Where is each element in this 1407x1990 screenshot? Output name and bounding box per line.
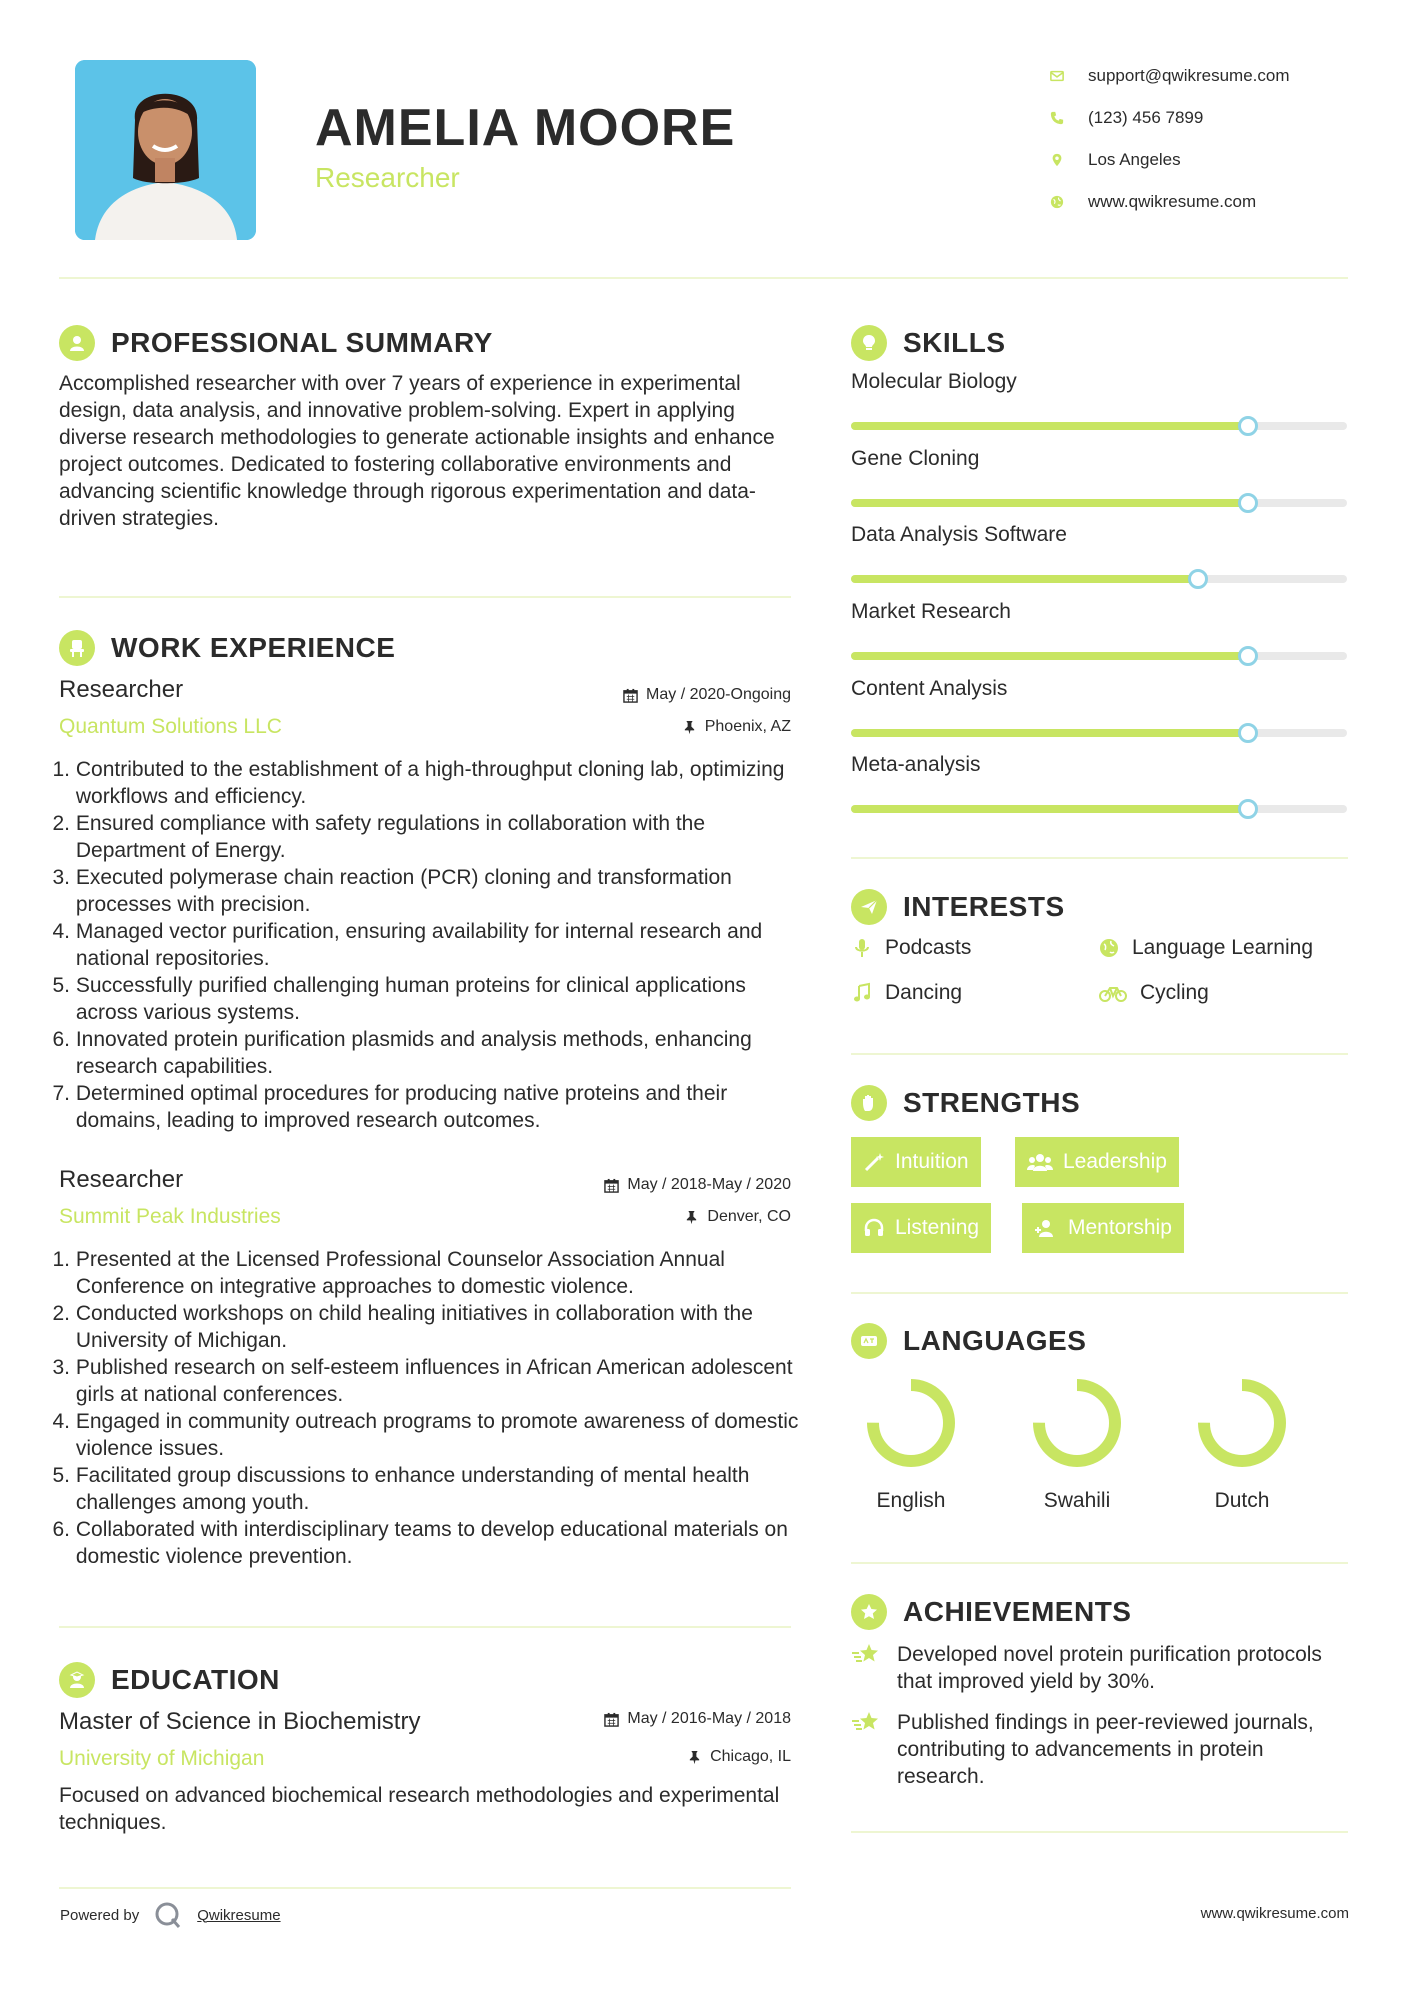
contact-email[interactable] <box>1050 55 1370 97</box>
qwikresume-logo-icon <box>153 1900 183 1930</box>
footer-divider <box>59 1887 791 1889</box>
job-1-title: Researcher <box>59 676 184 703</box>
job-2-title: Researcher <box>59 1166 184 1193</box>
languages-header <box>851 1323 1086 1359</box>
education-degree: Master of Science in Biochemistry <box>59 1708 421 1735</box>
skill-fill <box>851 422 1248 430</box>
achievement-text: Published findings in peer-reviewed journals, contributing to advancements in protein research. <box>897 1711 1314 1788</box>
list-item: 7. Determined optimal procedures for producing native proteins and their domains, leading to improved research outcomes. <box>52 1082 728 1132</box>
skill-track <box>851 575 1347 583</box>
bicycle-icon <box>1098 982 1128 1004</box>
star-speed-icon <box>851 1709 883 1737</box>
language-icon <box>851 1323 887 1359</box>
contact-location <box>1050 139 1370 181</box>
summary-divider <box>59 596 791 598</box>
language-label: Swahili <box>1043 1489 1111 1512</box>
work-divider <box>59 1626 791 1628</box>
skill-item <box>851 447 1347 475</box>
pushpin-icon <box>684 1210 699 1225</box>
skill-knob[interactable] <box>1238 416 1258 436</box>
achievement-item <box>851 1641 1348 1695</box>
job-2-location-text: Denver, CO <box>707 1208 791 1225</box>
strengths-header <box>851 1085 1080 1121</box>
interest-label: Dancing <box>885 981 963 1004</box>
education-school: University of Michigan <box>59 1747 265 1770</box>
job-2-dates-text: May / 2018-May / 2020 <box>627 1176 791 1193</box>
chair-icon <box>59 630 95 666</box>
skill-fill <box>851 729 1248 737</box>
interests-divider <box>851 1053 1348 1055</box>
header-divider <box>59 277 1348 279</box>
job-2-bullets <box>52 1246 800 1570</box>
award-icon <box>851 1594 887 1630</box>
skill-label: Content Analysis <box>851 677 1008 700</box>
skill-knob[interactable] <box>1238 646 1258 666</box>
summary-title: PROFESSIONAL SUMMARY <box>111 327 493 358</box>
language-item <box>1177 1375 1307 1513</box>
skill-fill <box>851 805 1248 813</box>
brand-link[interactable]: Qwikresume <box>197 1906 281 1924</box>
skill-track <box>851 499 1347 507</box>
powered-by-label: Powered by <box>60 1906 140 1924</box>
skill-knob[interactable] <box>1188 569 1208 589</box>
work-header <box>59 630 395 666</box>
interest-label: Cycling <box>1140 981 1209 1004</box>
contact-email-text: support@qwikresume.com <box>1088 66 1290 85</box>
strength-label: Intuition <box>895 1150 969 1173</box>
pushpin-icon <box>682 720 697 735</box>
skill-item <box>851 523 1347 551</box>
contact-website-text: www.qwikresume.com <box>1088 192 1257 211</box>
skill-knob[interactable] <box>1238 799 1258 819</box>
skill-label: Market Research <box>851 600 1011 623</box>
language-label: Dutch <box>1214 1489 1270 1512</box>
job-2-dates <box>491 1176 791 1194</box>
skills-title: SKILLS <box>903 327 1006 358</box>
skill-fill <box>851 499 1248 507</box>
skill-item <box>851 600 1347 628</box>
job-1-location <box>491 718 791 736</box>
globe-icon <box>1098 937 1120 959</box>
strength-label: Leadership <box>1063 1150 1167 1173</box>
headphones-icon <box>863 1217 885 1239</box>
paper-plane-icon <box>851 889 887 925</box>
skill-item <box>851 753 1347 781</box>
skill-track <box>851 422 1347 430</box>
skills-divider <box>851 857 1348 859</box>
job-1-dates <box>491 686 791 704</box>
skills-header <box>851 325 1006 361</box>
interest-language-learning <box>1098 936 1313 960</box>
music-note-icon <box>851 982 873 1004</box>
skill-label: Molecular Biology <box>851 370 1017 393</box>
education-location <box>491 1748 791 1766</box>
strength-intuition <box>851 1137 981 1187</box>
contact-phone[interactable] <box>1050 97 1370 139</box>
profile-photo <box>75 60 256 240</box>
group-icon <box>1027 1151 1053 1173</box>
education-title: EDUCATION <box>111 1664 280 1695</box>
strength-label: Mentorship <box>1068 1216 1172 1239</box>
contact-phone-text: (123) 456 7899 <box>1088 108 1204 127</box>
skill-item <box>851 677 1347 705</box>
skill-track <box>851 805 1347 813</box>
job-1-dates-text: May / 2020-Ongoing <box>646 686 791 703</box>
candidate-name: AMELIA MOORE <box>315 99 736 157</box>
skill-label: Meta-analysis <box>851 753 981 776</box>
pushpin-icon <box>687 1750 702 1765</box>
calendar-icon <box>623 688 638 703</box>
list-item: 6. Collaborated with interdisciplinary teams to develop educational materials on domestic violence prevention. <box>52 1518 788 1568</box>
location-pin-icon <box>1050 153 1088 167</box>
list-item: 2. Conducted workshops on child healing initiatives in collaboration with the University of Michigan. <box>52 1302 753 1352</box>
mail-icon <box>1050 69 1088 83</box>
job-1-bullets <box>52 756 800 1134</box>
education-description: Focused on advanced biochemical research methodologies and experimental techniques. <box>59 1784 780 1834</box>
languages-divider <box>851 1562 1348 1564</box>
education-location-text: Chicago, IL <box>710 1748 791 1765</box>
interest-label: Podcasts <box>885 936 972 959</box>
skill-track <box>851 729 1347 737</box>
graduate-icon <box>59 1662 95 1698</box>
calendar-icon <box>604 1712 619 1727</box>
list-item: 5. Facilitated group discussions to enhance understanding of mental health challenges among youth. <box>52 1464 750 1514</box>
achievement-text: Developed novel protein purification protocols that improved yield by 30%. <box>897 1643 1322 1693</box>
skill-fill <box>851 652 1248 660</box>
interest-dancing <box>851 981 962 1005</box>
list-item: 4. Engaged in community outreach programs to promote awareness of domestic violence issues. <box>52 1410 799 1460</box>
skill-knob[interactable] <box>1238 723 1258 743</box>
strength-label: Listening <box>895 1216 980 1239</box>
contact-list <box>1050 55 1370 223</box>
contact-location-text: Los Angeles <box>1088 150 1181 169</box>
footer-website[interactable]: www.qwikresume.com <box>1200 1905 1349 1922</box>
interest-podcasts <box>851 936 971 960</box>
interest-label: Language Learning <box>1132 936 1314 959</box>
language-gauge <box>1029 1375 1125 1471</box>
list-item: 1. Presented at the Licensed Professional Counselor Association Annual Conference on integrative approaches to domestic violence. <box>52 1248 725 1298</box>
user-plus-icon <box>1034 1217 1058 1239</box>
user-icon <box>59 325 95 361</box>
contact-website[interactable] <box>1050 181 1370 223</box>
phone-icon <box>1050 111 1088 125</box>
calendar-icon <box>604 1178 619 1193</box>
microphone-icon <box>851 937 873 959</box>
interests-title: INTERESTS <box>903 891 1065 922</box>
list-item: 4. Managed vector purification, ensuring availability for internal research and national repositories. <box>52 920 763 970</box>
strengths-title: STRENGTHS <box>903 1087 1081 1118</box>
star-speed-icon <box>851 1641 883 1669</box>
achievements-title: ACHIEVEMENTS <box>903 1596 1132 1627</box>
hand-icon <box>851 1085 887 1121</box>
magic-wand-icon <box>863 1151 885 1173</box>
job-2-company: Summit Peak Industries <box>59 1205 281 1228</box>
skill-label: Data Analysis Software <box>851 523 1067 546</box>
achievements-divider <box>851 1831 1348 1833</box>
interest-cycling <box>1098 981 1209 1005</box>
language-label: English <box>876 1489 946 1512</box>
list-item: 3. Published research on self-esteem influences in African American adolescent girls at national conferences. <box>52 1356 793 1406</box>
languages-title: LANGUAGES <box>903 1325 1087 1356</box>
language-gauge <box>1194 1375 1290 1471</box>
skill-fill <box>851 575 1198 583</box>
job-1-location-text: Phoenix, AZ <box>704 718 791 735</box>
summary-text: Accomplished researcher with over 7 years of experience in experimental design, data analysis, and innovative problem-solving. Expert in applying diverse research methodologies to generate actionable insights and enhance project outcomes. Dedicated to fostering collaborative environments and advancing scientific knowledge through rigorous experimentation and data-driven strategies. <box>59 372 775 530</box>
education-dates <box>491 1710 791 1728</box>
list-item: 5. Successfully purified challenging human proteins for clinical applications across various systems. <box>52 974 746 1024</box>
skill-label: Gene Cloning <box>851 447 980 470</box>
skill-knob[interactable] <box>1238 493 1258 513</box>
footer-powered-by <box>60 1900 281 1930</box>
job-2-location <box>491 1208 791 1226</box>
lightbulb-icon <box>851 325 887 361</box>
job-1-company: Quantum Solutions LLC <box>59 715 282 738</box>
candidate-role: Researcher <box>315 162 460 193</box>
language-gauge <box>863 1375 959 1471</box>
strength-mentorship <box>1022 1203 1184 1253</box>
work-title: WORK EXPERIENCE <box>111 632 396 663</box>
list-item: 3. Executed polymerase chain reaction (PCR) cloning and transformation processes with precision. <box>52 866 732 916</box>
strengths-divider <box>851 1292 1348 1294</box>
language-item <box>1012 1375 1142 1513</box>
list-item: 6. Innovated protein purification plasmids and analysis methods, enhancing research capabilities. <box>52 1028 752 1078</box>
education-header <box>59 1662 280 1698</box>
achievements-header <box>851 1594 1131 1630</box>
skill-track <box>851 652 1347 660</box>
strength-leadership <box>1015 1137 1179 1187</box>
summary-header <box>59 325 493 361</box>
achievement-item <box>851 1709 1348 1790</box>
skill-item <box>851 370 1347 398</box>
interests-header <box>851 889 1065 925</box>
list-item: 1. Contributed to the establishment of a high-throughput cloning lab, optimizing workflows and efficiency. <box>52 758 785 808</box>
globe-icon <box>1050 195 1088 209</box>
strength-listening <box>851 1203 991 1253</box>
language-item <box>846 1375 976 1513</box>
list-item: 2. Ensured compliance with safety regulations in collaboration with the Department of Energy. <box>52 812 706 862</box>
education-dates-text: May / 2016-May / 2018 <box>627 1710 791 1727</box>
